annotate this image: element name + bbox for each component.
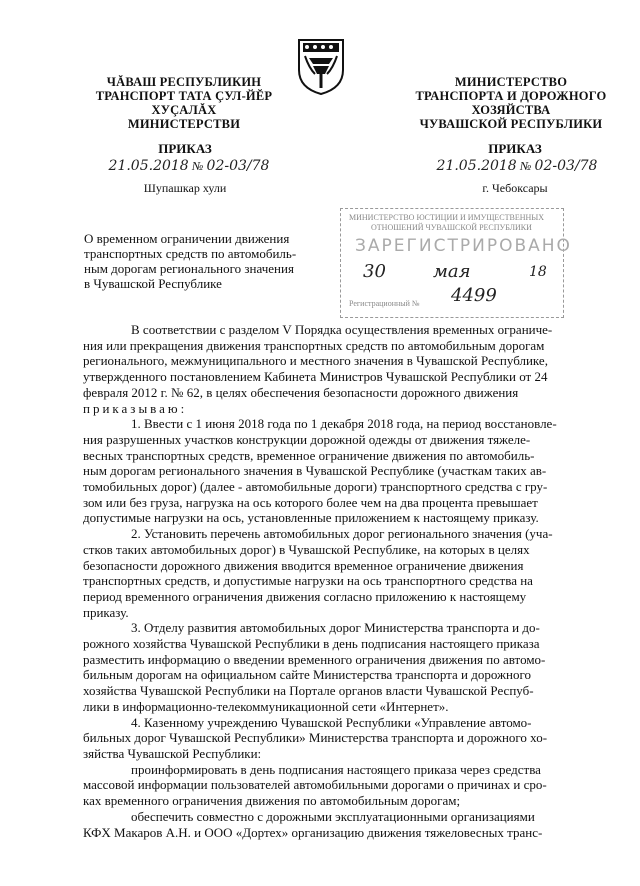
p2-line-6: приказу.: [83, 604, 129, 620]
p1-line-2: ния разрушенных участков конструкции дорожной одежды от движения тяжеле-: [83, 431, 531, 447]
subject-line-3: ным дорогам регионального значения: [84, 261, 294, 276]
header-left-line-1: ЧĂВАШ РЕСПУБЛИКИН: [106, 75, 262, 89]
stamp-reg-number: 4499: [451, 285, 497, 306]
p3-line-5: хозяйства Чувашской Республики на Портале органов власти Чувашской Респуб-: [83, 683, 534, 699]
header-left-line-3: ХУÇАЛĂХ: [151, 103, 217, 117]
p1-line-5: томобильных дорог) (далее - автомобильные дороги) транспортного средства с гру-: [83, 479, 548, 495]
stamp-day: 30: [363, 261, 386, 282]
subject-line-4: в Чувашской Республике: [84, 276, 222, 291]
intro-line-4: утвержденного постановлением Кабинета Министров Чувашской Республики от 24: [83, 369, 548, 385]
p1-line-7: допустимые нагрузки на ось, установленные приложением к настоящему приказу.: [83, 510, 539, 526]
subject-line-1: О временном ограничении движения: [84, 231, 290, 246]
intro-line-1: В соответствии с разделом V Порядка осуществления временных ограниче-: [131, 322, 553, 337]
p2-line-4: транспортных средств, и допустимые нагрузки на ось транспортного средства на: [83, 573, 533, 589]
paragraph-intro: [83, 322, 577, 416]
order-subject: [84, 231, 329, 291]
p3-line-4: бильным дорогам на официальном сайте Министерства транспорта и дорожного: [83, 667, 531, 683]
paragraph-3: [83, 620, 577, 714]
registration-stamp: [340, 208, 572, 318]
p1-line-1: 1. Ввести с 1 июня 2018 года по 1 декабря 2018 года, на период восстановле-: [131, 416, 557, 432]
order-date-left: 21.05.2018: [108, 158, 189, 174]
p2-line-5: период временного ограничения движения согласно приложению к настоящему: [83, 588, 527, 604]
coat-of-arms-emblem: [295, 34, 347, 96]
paragraph-4: [83, 715, 577, 762]
intro-line-2: ния или прекращения движения транспортных средств по автомобильным дорогам: [83, 337, 545, 353]
p4-line-2: бильных дорог Чувашской Республики» Министерства транспорта и дорожного хо-: [83, 730, 548, 746]
number-sign-right: №: [519, 159, 532, 173]
stamp-year: 18: [529, 264, 547, 280]
stamp-registered: ЗАРЕГИСТРИРОВАНО: [355, 236, 572, 256]
header-right-line-2: ТРАНСПОРТА И ДОРОЖНОГО: [415, 89, 607, 103]
p4-line-1: 4. Казенному учреждению Чувашской Республики «Управление автомо-: [131, 714, 532, 730]
intro-line-5: февраля 2012 г. № 62, в целях обеспечения безопасности дорожного движения: [83, 384, 519, 400]
p2-line-3: безопасности дорожного движения вводится временное ограничение движения: [83, 557, 524, 573]
p5-line-1: проинформировать в день подписания настоящего приказа через средства: [131, 761, 541, 777]
intro-line-3: регионального, межмуниципального и местного значения в Чувашской Республике,: [83, 353, 548, 369]
paragraph-6: [83, 809, 577, 840]
stamp-reg-label: Регистрационный №: [349, 299, 420, 308]
number-sign-left: №: [191, 159, 204, 173]
paragraph-5: [83, 762, 577, 809]
p5-line-3: ках временного ограничения движения по автомобильным дорогам;: [83, 793, 461, 809]
ministry-header-russian: [400, 75, 622, 131]
order-date-number-right: [432, 158, 602, 174]
stamp-line-2: ОТНОШЕНИЙ ЧУВАШСКОЙ РЕСПУБЛИКИ: [371, 223, 532, 232]
p3-line-3: разместить информацию о введении временного ограничения движения по автомо-: [83, 651, 546, 667]
p4-line-3: зяйства Чувашской Республики:: [83, 745, 262, 761]
p3-line-2: рожного хозяйства Чувашской Республики в день подписания настоящего приказа: [83, 636, 540, 652]
header-right-line-4: ЧУВАШСКОЙ РЕСПУБЛИКИ: [419, 117, 603, 131]
paragraph-1: [83, 416, 577, 526]
order-date-number-left: [104, 158, 274, 174]
order-number-right: 02-03/78: [534, 158, 598, 174]
order-title-right: ПРИКАЗ: [488, 141, 542, 156]
paragraph-2: [83, 526, 577, 620]
order-body: [83, 322, 577, 840]
header-right-line-3: ХОЗЯЙСТВА: [471, 103, 551, 117]
p6-line-1: обеспечить совместно с дорожными эксплуатационными организациями: [131, 808, 535, 824]
order-word: приказываю:: [83, 400, 188, 416]
header-left-line-4: МИНИСТЕРСТВИ: [127, 117, 241, 131]
city-left: Шупашкар хули: [143, 181, 227, 195]
order-date-right: 21.05.2018: [436, 158, 517, 174]
p2-line-2: стков таких автомобильных дорог) в Чувашской Республике, на которых в целях: [83, 541, 530, 557]
p1-line-4: ным дорогам регионального значения в Чувашской Республике (участкам таких ав-: [83, 463, 547, 479]
p5-line-2: массовой информации пользователей автомобильными дорогами о причинах и сро-: [83, 777, 547, 793]
p1-line-6: зом или без груза, нагрузка на ось которого более чем на два процента превышает: [83, 494, 538, 510]
p1-line-3: весных транспортных средств, временное ограничение движения по автомобиль-: [83, 447, 535, 463]
stamp-line-1: МИНИСТЕРСТВО ЮСТИЦИИ И ИМУЩЕСТВЕННЫХ: [349, 213, 545, 222]
p3-line-1: 3. Отделу развития автомобильных дорог Министерства транспорта и до-: [131, 620, 540, 636]
p6-line-2: КФХ Макаров А.Н. и ООО «Дортех» организацию движения тяжеловесных транс-: [83, 824, 543, 840]
order-title-left: ПРИКАЗ: [158, 141, 212, 156]
ministry-header-chuvash: [74, 75, 294, 131]
header-left-line-2: ТРАНСПОРТ ТАТА ÇУЛ-ЙĔР: [95, 89, 273, 103]
header-right-line-1: МИНИСТЕРСТВО: [454, 75, 568, 89]
subject-line-2: транспортных средств по автомобиль-: [84, 246, 297, 261]
order-number-left: 02-03/78: [206, 158, 270, 174]
p3-line-6: лики в информационно-телекоммуникационной сети «Интернет».: [83, 698, 449, 714]
stamp-month: мая: [433, 261, 471, 282]
city-right: г. Чебоксары: [482, 181, 548, 195]
p2-line-1: 2. Установить перечень автомобильных дорог регионального значения (уча-: [131, 526, 553, 542]
